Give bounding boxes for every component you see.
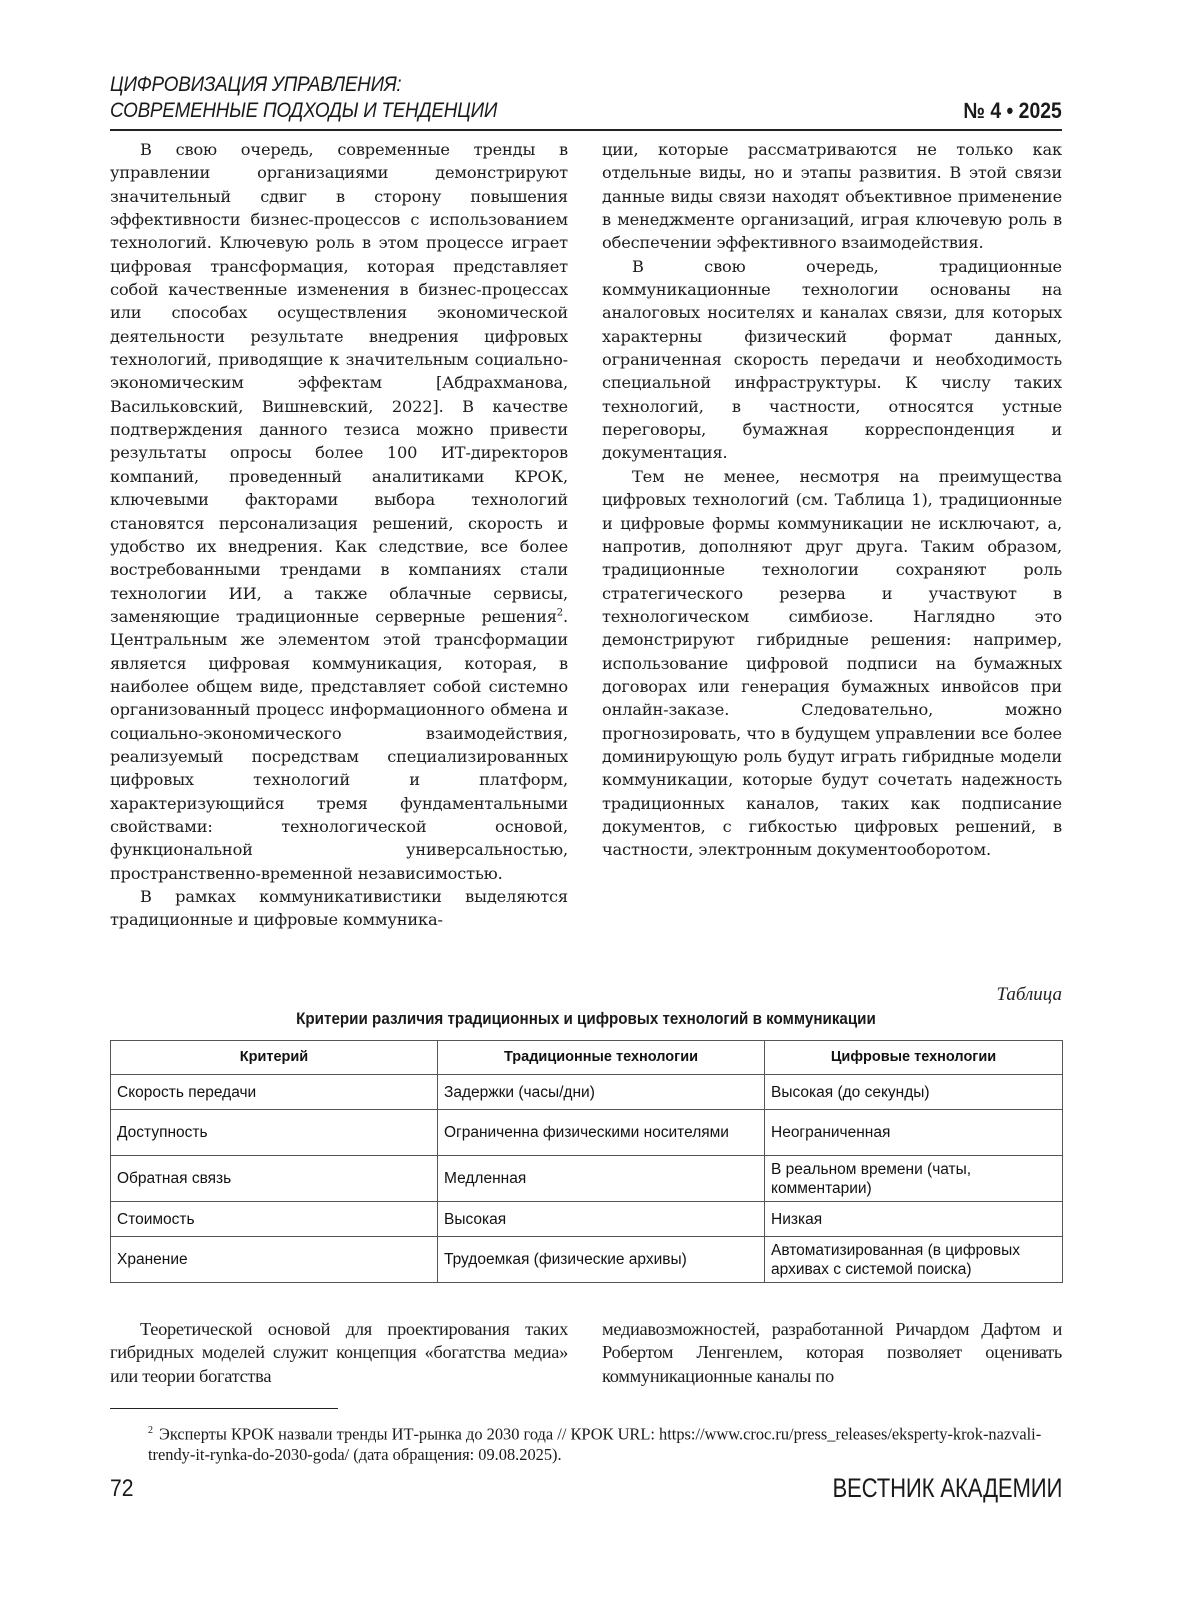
- running-head-title-line2: СОВРЕМЕННЫЕ ПОДХОДЫ И ТЕНДЕНЦИИ: [110, 99, 498, 122]
- paragraph: В рамках коммуникативистики выделяются традиционные и цифровые коммуника-: [110, 887, 568, 930]
- table-cell: Трудоемкая (физические архивы): [438, 1237, 765, 1283]
- table-cell: Высокая (до секунды): [765, 1075, 1063, 1110]
- table-cell: В реальном времени (чаты, комментарии): [765, 1156, 1063, 1202]
- left-column: [110, 138, 568, 932]
- table-row: [111, 1156, 1063, 1202]
- right-column: [602, 138, 1062, 862]
- footnote-body: [110, 1420, 1062, 1465]
- running-head-title: [110, 72, 497, 124]
- table-cell: Медленная: [438, 1156, 765, 1202]
- table-cell: Доступность: [111, 1110, 438, 1156]
- table-caption: Критерии различия традиционных и цифровых технологий в коммуникации: [296, 1010, 876, 1028]
- document-page: [110, 0, 1062, 1610]
- table-row: [111, 1202, 1063, 1237]
- table-cell: Хранение: [111, 1237, 438, 1283]
- header-rule: [110, 129, 1062, 131]
- column-header-traditional: Традиционные технологии: [438, 1041, 765, 1075]
- table-cell: Ограниченна физическими носителями: [438, 1110, 765, 1156]
- table-cell: Высокая: [438, 1202, 765, 1237]
- page-number: 72: [110, 1475, 134, 1502]
- left-column-bottom: [110, 1318, 568, 1388]
- table-cell: Обратная связь: [111, 1156, 438, 1202]
- paragraph-text: В свою очередь, современные тренды в управлении организациями демонстрируют значительный сдвиг в сторону повышения эффективности бизнес-процессов с использованием технологий. Ключевую роль в этом процессе играет цифровая трансформация, которая представляет собой качественные изменения в бизнес-процессах или способах осуществления экономической деятельности результате внедрения цифровых технологий, приводящие к значительным социально-экономическим эффектам [Абдрахманова, Васильковский, Вишневский, 2022]. В качестве подтверждения данного тезиса можно привести результаты опросы более 100 ИТ-директоров компаний, проведенный аналитиками КРОК, ключевыми факторами выбора технологий становятся персонализация решений, скорость и удобство их внедрения. Как следствие, все более востребованными трендами в компаниях стали технологии ИИ, а также облачные сервисы, заменяющие традиционные серверные решения: [110, 140, 568, 626]
- right-column-bottom: [602, 1318, 1062, 1388]
- paragraph: [110, 138, 568, 885]
- paragraph: медиавозможностей, разработанной Ричардом Дафтом и Робертом Ленгенлем, которая позволяет оценивать коммуникационные каналы по: [602, 1319, 1062, 1386]
- running-head: [110, 72, 1062, 128]
- footnote-rule: [110, 1408, 338, 1409]
- footnote-number: 2: [148, 1425, 153, 1436]
- journal-name: ВЕСТНИК АКАДЕМИИ: [832, 1473, 1062, 1503]
- running-head-title-line1: ЦИФРОВИЗАЦИЯ УПРАВЛЕНИЯ:: [110, 73, 402, 96]
- table-label: Таблица: [996, 984, 1062, 1005]
- paragraph: ции, которые рассматриваются не только как отдельные виды, но и этапы развития. В этой связи данные виды связи находят объективное применение в менеджменте организаций, играя ключевую роль в обеспечении эффективного взаимодействия.: [602, 140, 1062, 253]
- table-row: [111, 1075, 1063, 1110]
- criteria-table: [110, 1040, 1063, 1283]
- table-cell: Автоматизированная (в цифровых архивах с системой поиска): [765, 1237, 1063, 1283]
- table-cell: Стоимость: [111, 1202, 438, 1237]
- footnote-text[interactable]: Эксперты КРОК назвали тренды ИТ-рынка до 2030 года // КРОК URL: https://www.croc.ru/press_releases/eksperty-krok-nazvali-trendy-it-rynka-do-2030-goda/ (дата обращения: 09.08.2025).: [148, 1424, 1042, 1465]
- column-header-digital: Цифровые технологии: [765, 1041, 1063, 1075]
- issue-number: № 4 • 2025: [963, 98, 1062, 123]
- table-cell: Неограниченная: [765, 1110, 1063, 1156]
- table-header-row: [111, 1041, 1063, 1075]
- footnote: [110, 1420, 1062, 1465]
- table-row: [111, 1237, 1063, 1283]
- table-cell: Скорость передачи: [111, 1075, 438, 1110]
- paragraph: В свою очередь, традиционные коммуникационные технологии основаны на аналоговых носителях и каналах связи, для которых характерны физический формат данных, ограниченная скорость передачи и необходимость специальной инфраструктуры. К числу таких технологий, в частности, относятся устные переговоры, бумажная корреспонденция и документация.: [602, 256, 1062, 463]
- table-cell: Низкая: [765, 1202, 1063, 1237]
- paragraph: Тем не менее, несмотря на преимущества цифровых технологий (см. Таблица 1), традиционные и цифровые формы коммуникации не исключают, а, напротив, дополняют друг друга. Таким образом, традиционные технологии сохраняют роль стратегического резерва и участвуют в технологическом симбиозе. Наглядно это демонстрируют гибридные решения: например, использование цифровой подписи на бумажных договорах или генерация бумажных инвойсов при онлайн-заказе. Следовательно, можно прогнозировать, что в будущем управлении все более доминирующую роль будут играть гибридные модели коммуникации, которые будут сочетать надежность традиционных каналов, таких как подписание документов, с гибкостью цифровых решений, в частности, электронным документооборотом.: [602, 466, 1062, 860]
- column-header-criterion: Критерий: [111, 1041, 438, 1075]
- paragraph: Теоретической основой для проектирования таких гибридных моделей служит концепция «богатства медиа» или теории богатства: [110, 1319, 568, 1386]
- paragraph-text-continued: . Центральным же элементом этой трансформации является цифровая коммуникация, которая, в наиболее общем виде, представляет собой системно организованный процесс информационного обмена и социально-экономического взаимодействия, реализуемый посредствам специализированных цифровых технологий и платформ, характеризующийся тремя фундаментальными свойствами: технологической основой, функциональной универсальностью, пространственно-временной независимостью.: [110, 606, 568, 883]
- table-cell: Задержки (часы/дни): [438, 1075, 765, 1110]
- footnote-ref[interactable]: 2: [556, 607, 563, 619]
- table-row: [111, 1110, 1063, 1156]
